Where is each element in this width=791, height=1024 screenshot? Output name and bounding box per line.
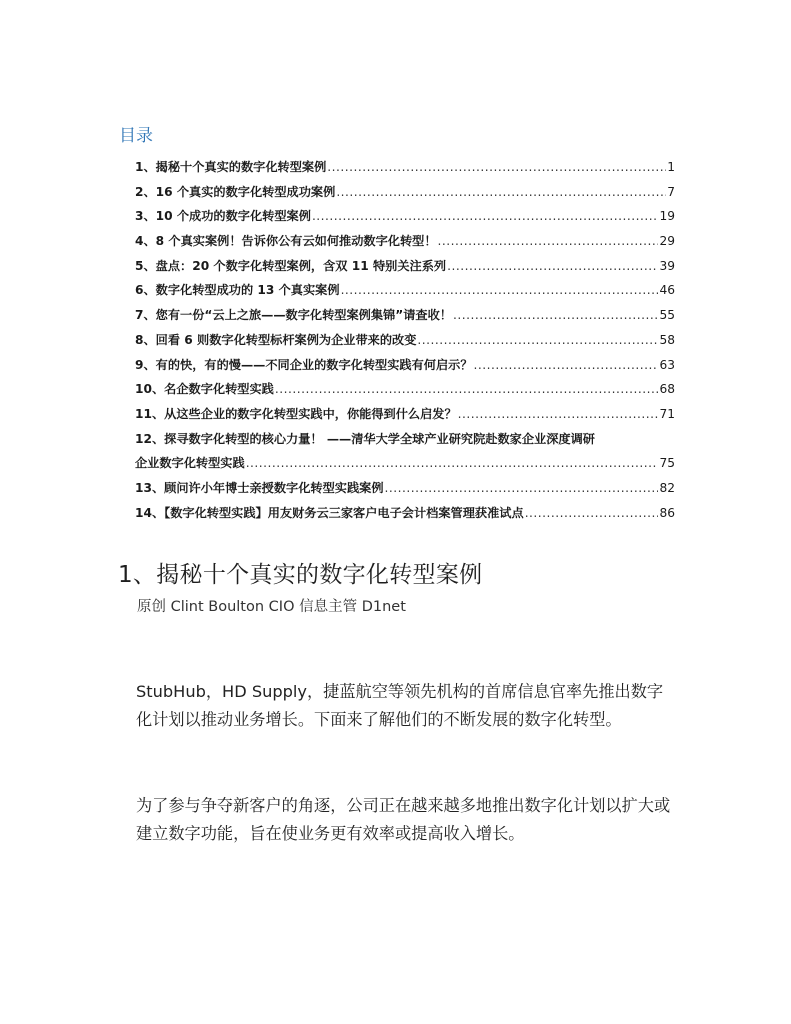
article-paragraph-2: 为了参与争夺新客户的角逐，公司正在越来越多地推出数字化计划以扩大或建立数字功能，旨在使业务更有效率或提高收入增长。 xyxy=(136,796,671,843)
toc-entry-text-continued xyxy=(135,451,675,476)
toc-page-number: 46 xyxy=(659,283,675,298)
toc-entry-3[interactable] xyxy=(135,204,675,229)
toc-leader-dots xyxy=(246,451,659,476)
toc-entry-text: 11、从这些企业的数字化转型实践中，你能得到什么启发？ xyxy=(135,406,457,421)
toc-entry-11[interactable] xyxy=(135,402,675,427)
article-byline: 原创 Clint Boulton CIO 信息主管 D1net xyxy=(137,599,406,615)
toc-entry-text: 5、盘点：20 个数字化转型案例，含双 11 特别关注系列 xyxy=(135,258,447,273)
toc-page-number: 86 xyxy=(659,505,675,520)
toc-leader-dots xyxy=(341,278,659,303)
toc-page-number: 75 xyxy=(659,456,675,471)
toc-page-number: 71 xyxy=(659,406,675,421)
toc-entry-1[interactable] xyxy=(135,155,675,180)
toc-leader-dots xyxy=(453,303,658,328)
toc-leader-dots xyxy=(525,501,659,526)
toc-leader-dots xyxy=(458,402,659,427)
toc-entry-10[interactable] xyxy=(135,377,675,402)
toc-entry-4[interactable] xyxy=(135,229,675,254)
toc-leader-dots xyxy=(438,229,659,254)
toc-entry-text: 13、顾问许小年博士亲授数字化转型实践案例 xyxy=(135,480,384,495)
toc-page-number: 29 xyxy=(659,234,675,249)
toc-entry-13[interactable] xyxy=(135,476,675,501)
toc-entry-5[interactable] xyxy=(135,254,675,279)
toc-entry-text: 4、8 个真实案例！告诉你公有云如何推动数字化转型！ xyxy=(135,234,437,249)
toc-entry-text: 10、名企数字化转型实践 xyxy=(135,382,274,397)
toc-page-number: 63 xyxy=(659,357,675,372)
toc-leader-dots xyxy=(385,476,659,501)
article-heading: 1、揭秘十个真实的数字化转型案例 xyxy=(118,562,483,588)
toc-entry-7[interactable] xyxy=(135,303,675,328)
toc-page-number: 39 xyxy=(659,258,675,273)
toc-entry-text: 9、有的快，有的慢——不同企业的数字化转型实践有何启示？ xyxy=(135,357,473,372)
toc-page-number: 1 xyxy=(667,160,675,174)
toc-leader-dots xyxy=(312,204,659,229)
toc-entry-12[interactable] xyxy=(135,427,675,476)
toc-page-number: 7 xyxy=(667,184,675,199)
toc-entry-text: 12、探寻数字化转型的核心力量！ ——清华大学全球产业研究院赴数家企业深度调研 xyxy=(135,431,595,446)
toc-entry-9[interactable] xyxy=(135,353,675,378)
toc-entry-14[interactable] xyxy=(135,501,675,526)
toc-leader-dots xyxy=(275,377,659,402)
toc-leader-dots xyxy=(327,155,666,180)
toc-entry-text: 2、16 个真实的数字化转型成功案例 xyxy=(135,184,336,199)
toc-entry-text-line2: 企业数字化转型实践 xyxy=(135,456,245,471)
toc-page-number: 55 xyxy=(659,308,675,323)
toc-leader-dots xyxy=(417,328,658,353)
toc-entry-2[interactable] xyxy=(135,180,675,205)
toc-leader-dots xyxy=(447,254,658,279)
toc-page-number: 82 xyxy=(659,480,675,495)
table-of-contents xyxy=(135,155,675,525)
toc-entry-6[interactable] xyxy=(135,278,675,303)
toc-entry-text: 6、数字化转型成功的 13 个真实案例 xyxy=(135,283,340,298)
toc-leader-dots xyxy=(336,180,666,205)
toc-page-number: 19 xyxy=(659,209,675,224)
toc-entry-text: 1、揭秘十个真实的数字化转型案例 xyxy=(135,160,327,174)
article-paragraph-1: StubHub，HD Supply，捷蓝航空等领先机构的首席信息官率先推出数字化计划以推动业务增长。下面来了解他们的不断发展的数字化转型。 xyxy=(136,682,664,729)
toc-entry-text: 14、【数字化转型实践】用友财务云三家客户电子会计档案管理获准试点 xyxy=(135,505,524,520)
toc-entry-text: 3、10 个成功的数字化转型案例 xyxy=(135,209,311,224)
toc-page-number: 58 xyxy=(659,332,675,347)
toc-page-number: 68 xyxy=(659,382,675,397)
toc-entry-text: 7、您有一份“云上之旅——数字化转型案例集锦”请查收！ xyxy=(135,308,452,323)
toc-leader-dots xyxy=(474,353,659,378)
toc-title: 目录 xyxy=(119,126,153,146)
toc-entry-text: 8、回看 6 则数字化转型标杆案例为企业带来的改变 xyxy=(135,332,417,347)
toc-entry-8[interactable] xyxy=(135,328,675,353)
